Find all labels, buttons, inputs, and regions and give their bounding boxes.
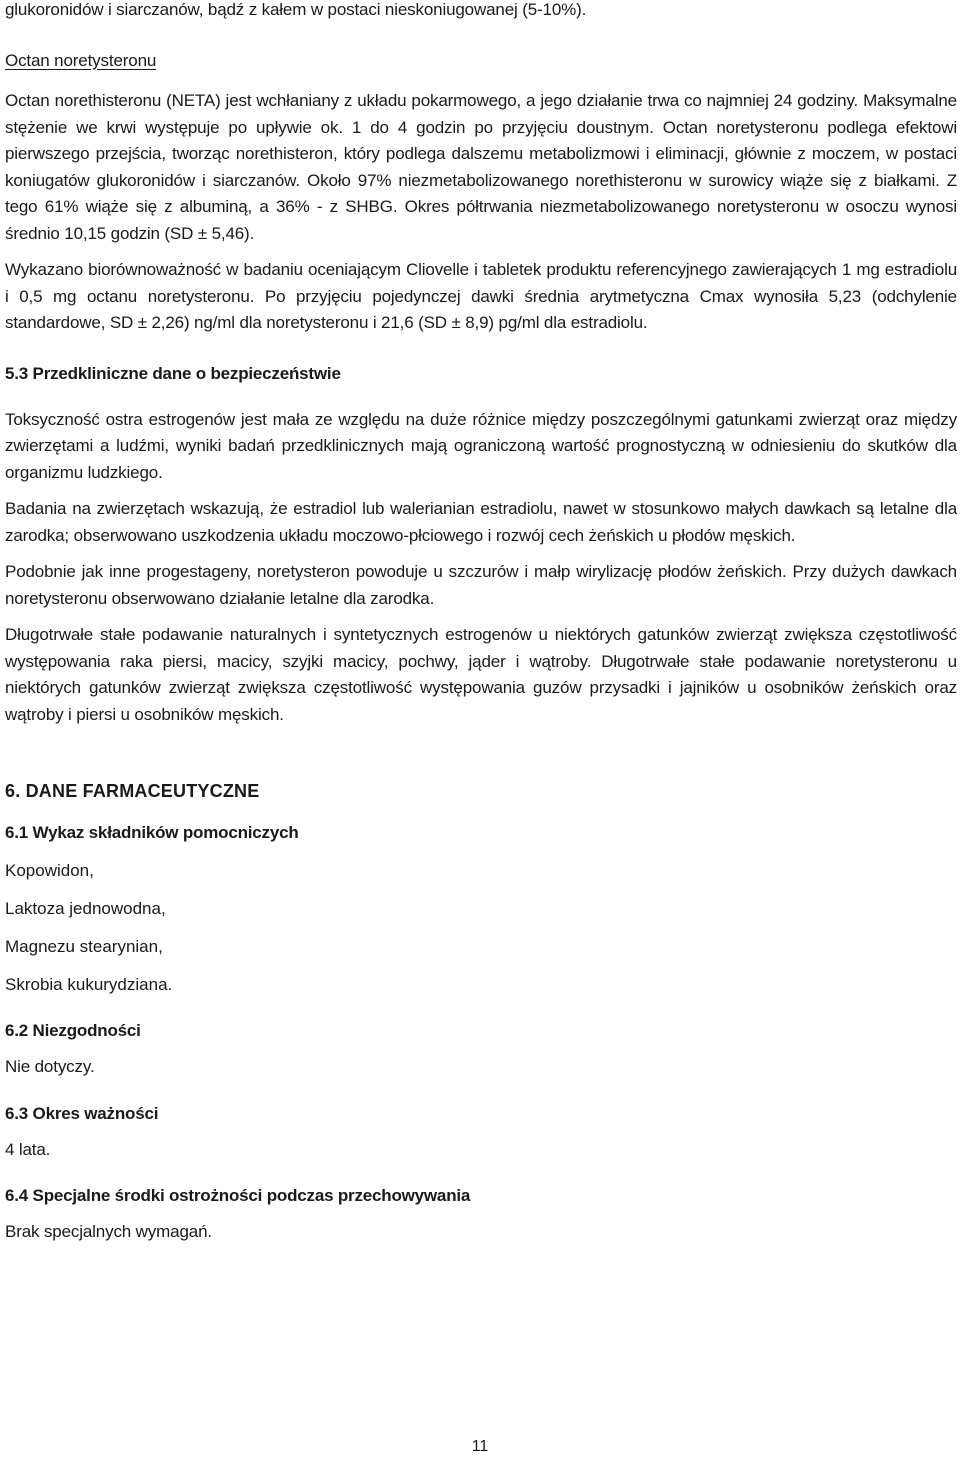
section-5-3-heading: 5.3 Przedkliniczne dane o bezpieczeństwie [5,363,341,383]
section-5-3-paragraph-4: Długotrwałe stałe podawanie naturalnych i syntetycznych estrogenów u niektórych gatunków zwierząt zwiększa częstotliwość występowania raka piersi, macicy, szyjki macicy, pochwy, jąder i wątroby. Długotrwałe stałe podawanie noretysteronu u niektórych gatunków zwierząt zwiększa częstotliwość występowania guzów przysadki i jajników u osobników żeńskich oraz wątroby i piersi u osobników męskich. [5,625,957,724]
section-6-1-heading: 6.1 Wykaz składników pomocniczych [5,823,299,842]
section-6-2-text: Nie dotyczy. [5,1057,95,1076]
list-item: Laktoza jednowodna, [5,899,166,918]
continuation-paragraph: glukoronidów i siarczanów, bądź z kałem w postaci nieskoniugowanej (5-10%). [5,0,587,19]
excipients-list [5,858,957,998]
section-5-3-paragraph-1: Toksyczność ostra estrogenów jest mała ze względu na duże różnice między poszczególnymi gatunkami zwierząt oraz między zwierzętami a ludźmi, wyniki badań przedklinicznych mają ograniczoną wartość prognostyczną w odniesieniu do skutków dla organizmu ludzkiego. [5,409,957,482]
neta-paragraph-1: Octan norethisteronu (NETA) jest wchłaniany z układu pokarmowego, a jego działanie trwa co najmniej 24 godziny. Maksymalne stężenie we krwi występuje po upływie ok. 1 do 4 godzin po przyjęciu doustnym. Octan noretysteronu podlega efektowi pierwszego przejścia, tworząc norethisteron, który podlega dalszemu metabolizmowi i eliminacji, głównie z moczem, w postaci koniugatów glukoronidów i siarczanów. Około 97% niezmetabolizowanego norethisteronu w surowicy wiąże się z białkami. Z tego 61% wiąże się z albuminą, a 36% - z SHBG. Okres półtrwania niezmetabolizowanego noretysteronu w osoczu wynosi średnio 10,15 godzin (SD ± 5,46). [5,91,957,243]
section-6-3-text: 4 lata. [5,1139,51,1159]
section-6-heading: 6. DANE FARMACEUTYCZNE [5,781,260,801]
section-5-3-paragraph-3: Podobnie jak inne progestageny, noretysteron powoduje u szczurów i małp wirylizację płodów żeńskich. Przy dużych dawkach noretysteronu obserwowano działanie letalne dla zarodka. [5,562,957,608]
neta-subheading: Octan noretysteronu [5,50,157,70]
list-item: Magnezu stearynian, [5,937,163,956]
document-page [5,0,957,1246]
section-6-2-heading: 6.2 Niezgodności [5,1021,141,1040]
list-item: Skrobia kukurydziana. [5,975,173,994]
section-6-4-text: Brak specjalnych wymagań. [5,1222,212,1241]
page-number: 11 [471,1438,489,1455]
section-6-3-heading: 6.3 Okres ważności [5,1103,159,1123]
list-item: Kopowidon, [5,861,94,880]
section-6-4-heading: 6.4 Specjalne środki ostrożności podczas przechowywania [5,1186,471,1205]
section-5-3-paragraph-2: Badania na zwierzętach wskazują, że estradiol lub walerianian estradiolu, nawet w stosunkowo małych dawkach są letalne dla zarodka; obserwowano uszkodzenia układu moczowo-płciowego i rozwój cech żeńskich u płodów męskich. [5,499,957,545]
neta-paragraph-2: Wykazano biorównoważność w badaniu oceniającym Cliovelle i tabletek produktu referencyjnego zawierających 1 mg estradiolu i 0,5 mg octanu noretysteronu. Po przyjęciu pojedynczej dawki średnia arytmetyczna Cmax wynosiła 5,23 (odchylenie standardowe, SD ± 2,26) ng/ml dla noretysteronu i 21,6 (SD ± 8,9) pg/ml dla estradiolu. [5,260,957,332]
